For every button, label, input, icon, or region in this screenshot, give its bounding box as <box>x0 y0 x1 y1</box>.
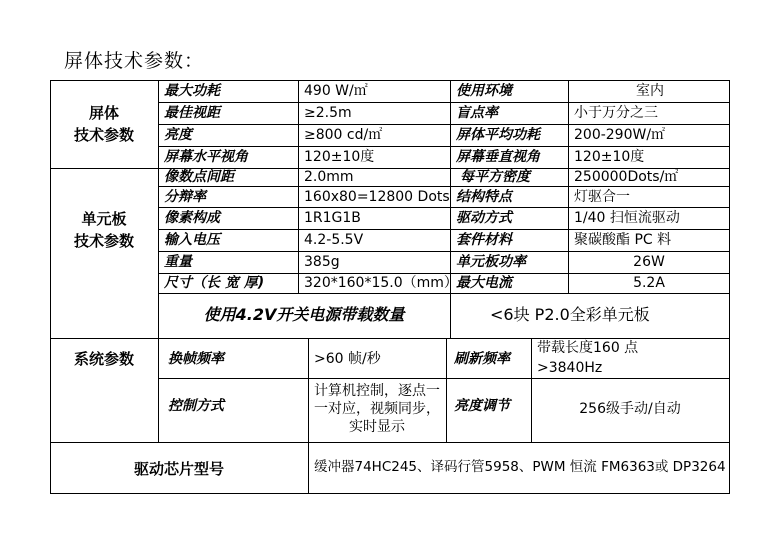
param-value: 385g <box>304 254 340 270</box>
power-supply-label: 使用4.2V开关电源带载数量 <box>203 305 405 324</box>
param-value: 320*160*15.0（mm） <box>304 275 458 291</box>
param-label: 像数点间距 <box>164 169 234 185</box>
brightness-value: 256级手动/自动 <box>579 401 681 417</box>
param-value: 250000Dots/㎡ <box>574 169 679 185</box>
param-label: 结构特点 <box>456 189 512 205</box>
frame-rate-value: >60 帧/秒 <box>314 351 381 367</box>
param-value: 灯驱合一 <box>574 189 630 205</box>
group-label-unit: 单元板 技术参数 <box>73 210 134 250</box>
param-value: 小于万分之三 <box>574 105 658 121</box>
param-value: 1R1G1B <box>304 210 361 226</box>
group-label-chip: 驱动芯片型号 <box>133 460 224 478</box>
param-label: 尺寸（长 宽 厚) <box>164 275 265 291</box>
param-label: 单元板功率 <box>456 254 526 270</box>
param-label: 屏体平均功耗 <box>456 127 540 143</box>
power-supply-value: <6块 P2.0全彩单元板 <box>490 305 650 324</box>
param-value: 1/40 扫恒流驱动 <box>574 210 680 226</box>
spec-table <box>50 80 730 494</box>
refresh-rate-value: >3840Hz <box>537 360 603 376</box>
param-label: 盲点率 <box>456 105 498 121</box>
param-value: ≥2.5m <box>304 105 352 121</box>
refresh-rate-value: 带载长度160 点 <box>537 340 639 356</box>
param-value: 2.0mm <box>304 169 354 185</box>
param-label: 最大功耗 <box>164 83 220 99</box>
param-label: 最大电流 <box>456 275 512 291</box>
frame-rate-label: 换帧频率 <box>168 351 224 367</box>
group-label-system: 系统参数 <box>73 350 134 368</box>
param-label: 屏幕水平视角 <box>164 149 248 165</box>
param-label: 套件材料 <box>456 232 512 248</box>
param-label: 使用环境 <box>456 83 512 99</box>
control-mode-value: 计算机控制，逐点一一对应，视频同步，实时显示 <box>314 383 440 435</box>
param-label: 驱动方式 <box>456 210 512 226</box>
param-value: 120±10度 <box>574 149 645 165</box>
page-title: 屏体技术参数： <box>64 50 205 72</box>
param-label: 输入电压 <box>164 232 220 248</box>
group-label-screen: 屏体 技术参数 <box>73 104 134 144</box>
param-value: 490 W/㎡ <box>304 83 368 99</box>
param-label: 分辩率 <box>164 189 206 205</box>
param-value: 200-290W/㎡ <box>574 127 666 143</box>
param-label: 屏幕垂直视角 <box>456 149 540 165</box>
chip-model-value: 缓冲器74HC245、译码行管5958、PWM 恒流 FM6363或 DP3264 <box>314 459 726 475</box>
brightness-label: 亮度调节 <box>454 398 510 414</box>
control-mode-label: 控制方式 <box>168 398 224 414</box>
param-value: ≥800 cd/㎡ <box>304 127 383 143</box>
param-label: 每平方密度 <box>460 169 530 185</box>
refresh-rate-label: 刷新频率 <box>454 351 510 367</box>
param-value: 26W <box>633 254 665 270</box>
param-label: 重量 <box>164 254 192 270</box>
param-label: 像素构成 <box>164 210 220 226</box>
param-value: 聚碳酸酯 PC 料 <box>574 232 672 248</box>
param-value: 室内 <box>636 83 664 99</box>
param-label: 亮度 <box>164 127 192 143</box>
param-value: 5.2A <box>633 275 665 291</box>
param-value: 4.2-5.5V <box>304 232 364 248</box>
param-value: 120±10度 <box>304 149 375 165</box>
param-label: 最佳视距 <box>164 105 220 121</box>
param-value: 160x80=12800 Dots <box>304 189 450 205</box>
